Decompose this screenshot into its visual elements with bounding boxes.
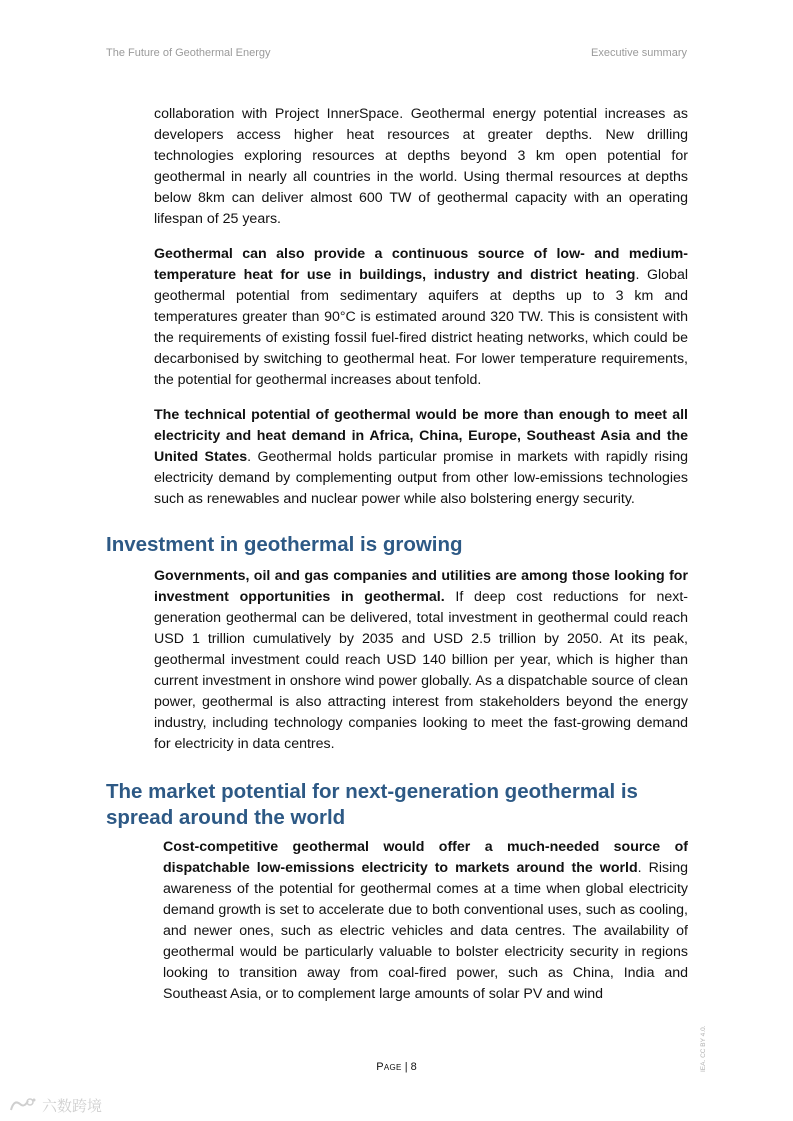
header-report-title: The Future of Geothermal Energy [106,47,271,59]
paragraph-body: collaboration with Project InnerSpace. Geothermal energy potential increases as developers access higher heat resources at greater depths. New drilling technologies exploring resources at depths beyond 3 km open potential for geothermal in nearly all countries in the world. Using thermal resources at depths below 8km can deliver almost 600 TW of geothermal capacity with an operating lifespan of 25 years. [154,106,688,227]
page-header [106,47,687,63]
paragraph-body: . Global geothermal potential from sedimentary aquifers at depths up to 3 km and temperatures greater than 90°C is estimated around 320 TW. This is consistent with the requirements of existing fossil fuel-fired district heating networks, which could be decarbonised by switching to geothermal heat. For lower temperature requirements, the potential for geothermal increases about tenfold. [154,267,688,388]
paragraph-lead: Governments, oil and gas companies and utilities are among those looking for investment opportunities in geothermal. [154,568,688,605]
paragraph-intro-3 [154,405,688,510]
paragraph-intro-2 [154,244,688,391]
page-separator: | [404,1061,408,1073]
paragraph-body: . Rising awareness of the potential for geothermal comes at a time when global electricity demand growth is set to accelerate due to both conventional uses, such as cooling, and newer ones, such as electric vehicles and data centres. The availability of geothermal would be particularly valuable to bolster electricity security in regions looking to transition away from coal-fired power, such as China, India and Southeast Asia, or to complement large amounts of solar PV and wind [163,860,689,1002]
page-label: Page [376,1061,402,1073]
paragraph-lead: Cost-competitive geothermal would offer a much-needed source of dispatchable low-emissions electricity to markets around the world [163,839,688,876]
watermark-logo-icon [8,1096,36,1114]
page-number: 8 [410,1061,417,1073]
section-heading-investment: Investment in geothermal is growing [106,533,463,556]
page-footer [0,1061,793,1073]
watermark [8,1095,102,1115]
license-note: IEA. CC BY 4.0. [700,1025,707,1072]
page-content [106,104,688,1019]
paragraph-body: If deep cost reductions for next-generation geothermal can be delivered, total investment in geothermal could reach USD 1 trillion cumulatively by 2035 and USD 2.5 trillion by 2050. At its peak, geothermal investment could reach USD 140 billion per year, which is higher than current investment in onshore wind power globally. As a dispatchable source of clean power, geothermal is also attracting interest from stakeholders beyond the energy industry, including technology companies looking to meet the fast-growing demand for electricity in data centres. [154,589,688,752]
header-section-title: Executive summary [591,47,687,59]
paragraph-lead: Geothermal can also provide a continuous source of low- and medium-temperature heat for use in buildings, industry and district heating [154,246,688,283]
paragraph-investment [154,566,688,755]
paragraph-intro-1 [154,104,688,230]
paragraph-market-potential [163,837,688,1005]
watermark-text: 六数跨境 [42,1097,103,1115]
paragraph-body: . Geothermal holds particular promise in markets with rapidly rising electricity demand by complementing output from other low-emissions technologies such as renewables and nuclear power while also bolstering energy security. [154,449,688,507]
section-heading-market-potential: The market potential for next-generation geothermal is spread around the world [106,780,638,829]
paragraph-lead: The technical potential of geothermal would be more than enough to meet all electricity and heat demand in Africa, China, Europe, Southeast Asia and the United States [154,407,688,465]
